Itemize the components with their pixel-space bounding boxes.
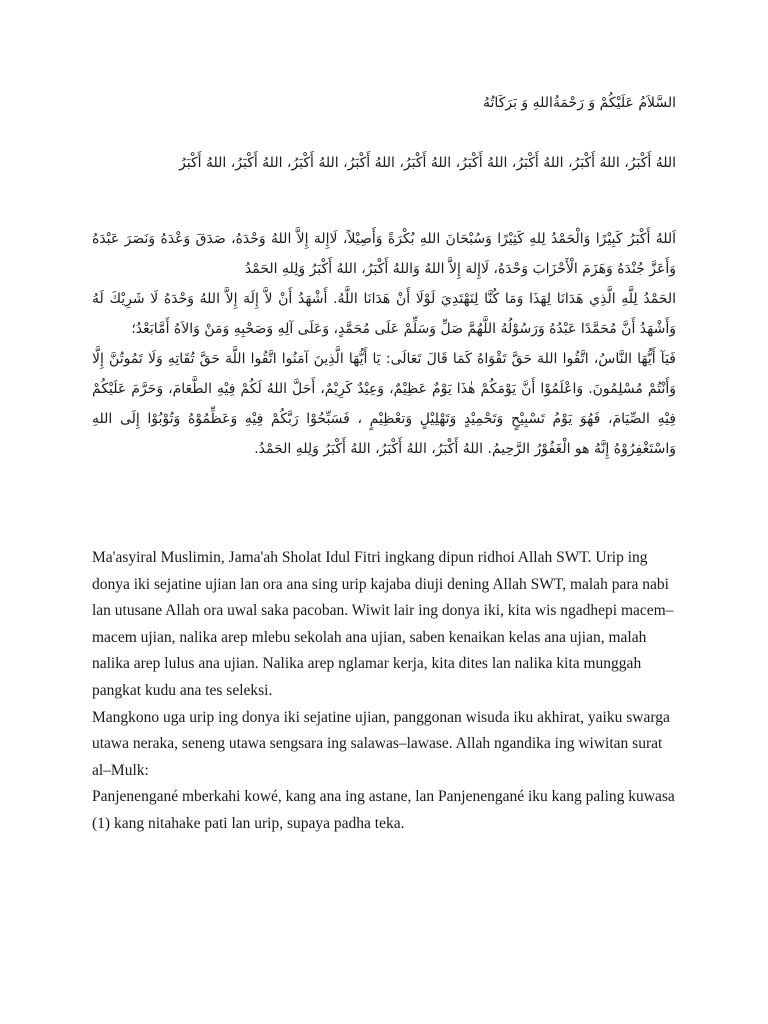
body-paragraph: Mangkono uga urip ing donya iki sejatine ujian, panggonan wisuda iku akhirat, yaiku swarga utawa neraka, seneng utawa sengsara ing salawas–lawase. Allah ngandika ing wiwitan surat al–Mulk: xyxy=(92,708,670,779)
takbir-line: اللهُ أَكْبَرُ، اللهُ أَكْبَرُ، اللهُ أَكْبَرُ، اللهُ أَكْبَرُ، اللهُ أَكْبَرُ، اللهُ أَكْبَرُ، اللهُ أَكْبَرُ، اللهُ أَكْبَرُ، اللهُ أَكْبَرُ xyxy=(179,155,676,171)
salam-greeting: السَّلاَمُ عَلَيْكُمْ وَ رَحْمَةُاللهِ وَ بَرَكَاتُهُ xyxy=(483,95,676,111)
arabic-khutbah-opening xyxy=(92,224,676,464)
body-paragraph: Panjenengané mberkahi kowé, kang ana ing astane, lan Panjenengané iku kang paling kuwasa (1) kang nitahake pati lan urip, supaya padha teka. xyxy=(92,788,675,832)
javanese-sermon-text xyxy=(92,545,680,838)
arabic-paragraph: الحَمْدُ لِلَّهِ الَّذِي هَدَانَا لِهَذَا وَمَا كُنَّا لِنَهْتَدِيَ لَوْلَا أَنْ هَدَانَا اللَّهُ. أَشْهَدُ أَنْ لاَّ إِلَهَ إِلاَّ اللهُ وَحْدَهُ لَا شَرِيْكَ لَهُ وَأَشْهَدُ أَنَّ مُحَمَّدًا عَبْدُهُ وَرَسُوْلُهُ اللَّهُمَّ صَلِّ وَسَلِّمْ عَلَى مُحَمَّدٍ، وَعَلَى آلِهِ وَصَحْبِهِ وَمَنْ وَالاَهُ أَمَّابَعْدُ؛ xyxy=(92,291,676,337)
body-paragraph: Ma'asyiral Muslimin, Jama'ah Sholat Idul Fitri ingkang dipun ridhoi Allah SWT. Urip ing donya iki sejatine ujian lan ora ana sing urip kajaba diuji dening Allah SWT, malah para nabi lan utusane Allah ora uwal saka pacoban. Wiwit lair ing donya iki, kita wis ngadhepi macem–macem ujian, nalika arep mlebu sekolah ana ujian, saben kenaikan kelas ana ujian, malah nalika arep lulus ana ujian. Nalika arep nglamar kerja, kita dites lan nalika kita munggah pangkat kudu ana tes seleksi. xyxy=(92,549,674,699)
arabic-paragraph: فَيَآ أَيُّهَا النَّاسُ، اتَّقُوا اللهَ حَقَّ تَقْوَاهُ كَمَا قَالَ تَعَالَى: يَا أَيُّهَا الَّذِينَ آمَنُوا اتَّقُوا اللَّهَ حَقَّ تُقَاتِهِ وَلَا تَمُوتُنَّ إِلَّا وَأَنْتُمْ مُسْلِمُونَ. وَاعْلَمُوْا أَنَّ يَوْمَكُمْ هٰذَا يَوْمٌ عَظِيْمٌ، وَعِيْدٌ كَرِيْمٌ، أَحَلَّ اللهُ لَكُمْ فِيْهِ الطَّعَامَ، وَحَرَّمَ عَلَيْكُمْ فِيْهِ الصِّيَامَ، فَهُوَ يَوْمُ تَسْبِيْحٍ وَتَحْمِيْدٍ وَتَهْلِيْلٍ وَتعْظِيْمٍ ، فَسَبِّحُوْا رَبَّكُمْ فِيْهِ وَعَظِّمُوْهُ وَتُوْبُوْا إِلَى اللهِ وَاسْتَغْفِرُوْهُ إِنَّهُ هو الْغَفُوْرُ الرَّحِيمُ. اللهُ أَكْبَرُ، اللهُ أَكْبَرُ، اللهُ أَكْبَرُ وَلِلهِ الحَمْدُ. xyxy=(92,351,676,457)
arabic-paragraph: اَللهُ أَكْبَرُ كَبِيْرًا وَالْحَمْدُ لِلهِ كَثِيْرًا وَسُبْحَانَ اللهِ بُكْرَةً وَأَصِيْلاً، لَاإِلهَ إِلاَّ اللهُ وَحْدَهُ، صَدَقَ وَعْدَهُ وَنَصَرَ عَبْدَهُ وَأَعَزَّ جُنْدَهُ وَهَزَمَ الْأَحْزَابَ وَحْدَهُ، لَاإِلهَ إِلاَّ اللهُ وَاللهُ أَكْبَرُ، اللهُ أَكْبَرُ وَلِلهِ الحَمْدُ xyxy=(92,231,676,277)
